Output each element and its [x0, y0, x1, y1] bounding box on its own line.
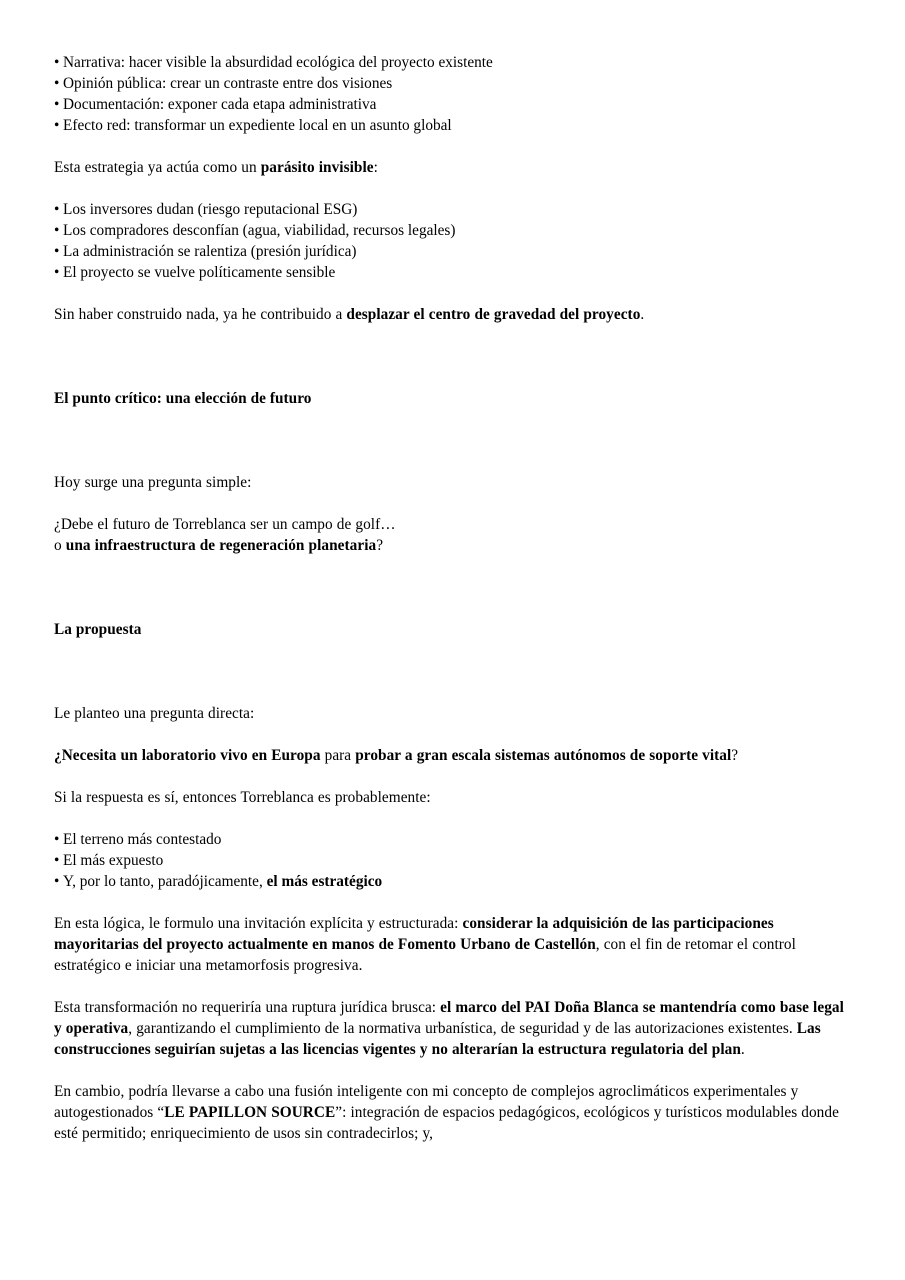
text-run: En esta lógica, le formulo una invitación explícita y estructurada:: [54, 915, 463, 932]
list-item: [54, 241, 854, 262]
heading-spacer-above: [54, 556, 854, 619]
invitation-paragraph: [54, 913, 854, 976]
paragraph-spacer: [54, 178, 854, 199]
golf-or-regeneration-paragraph: [54, 514, 854, 556]
living-lab-question-paragraph: [54, 745, 854, 766]
bullet-icon: •: [54, 831, 60, 848]
heading-the-proposal: La propuesta: [54, 621, 142, 638]
bold-run: Las construcciones seguirían sujetas a las licencias vigentes y no alterarían la estructura regulatoria del plan: [54, 1020, 821, 1058]
papillon-source-paragraph: [54, 1081, 854, 1144]
text-run: El más expuesto: [63, 852, 164, 869]
text-run: ?: [376, 537, 384, 554]
bold-run: parásito invisible: [260, 159, 374, 176]
direct-question-intro-paragraph: [54, 703, 854, 724]
text-run: Le planteo una pregunta directa:: [54, 705, 255, 722]
bullet-icon: •: [54, 852, 60, 869]
bold-run: una infraestructura de regeneración planetaria: [65, 537, 377, 554]
text-run: Esta estrategia ya actúa como un: [54, 159, 261, 176]
legal-framework-paragraph: [54, 997, 854, 1060]
text-run: ?: [731, 747, 739, 764]
list-item: [54, 871, 854, 892]
simple-question-paragraph: [54, 472, 854, 493]
bold-run: el más estratégico: [266, 873, 383, 890]
bullet-icon: •: [54, 96, 60, 113]
paragraph-spacer: [54, 283, 854, 304]
if-yes-paragraph: [54, 787, 854, 808]
bold-run: el marco del PAI Doña Blanca se mantendría como base legal y operativa: [54, 999, 844, 1037]
bullet-icon: •: [54, 243, 60, 260]
bold-run: ¿Necesita un laboratorio vivo en Europa: [54, 747, 321, 764]
bold-run: desplazar el centro de gravedad del proyecto: [346, 306, 641, 323]
bullet-icon: •: [54, 201, 60, 218]
bold-run: considerar la adquisición de las participaciones mayoritarias del proyecto actualmente en manos de Fomento Urbano de Castellón: [54, 915, 774, 953]
list-item-label: [63, 873, 382, 890]
list-item-label: [63, 831, 221, 848]
list-item: [54, 199, 854, 220]
list-item: [54, 220, 854, 241]
paragraph-spacer: [54, 1060, 854, 1081]
list-item: [54, 850, 854, 871]
text-run: , con el fin de retomar el control estratégico e iniciar una metamorfosis progresiva.: [54, 936, 796, 974]
text-run: Esta transformación no requeriría una ruptura jurídica brusca:: [54, 999, 441, 1016]
paragraph-spacer: [54, 976, 854, 997]
text-run: Y, por lo tanto, paradójicamente,: [63, 873, 267, 890]
gravity-paragraph: [54, 304, 854, 325]
text-run: o: [54, 537, 66, 554]
list-item-label: [63, 852, 163, 869]
text-run: .: [740, 1041, 745, 1058]
text-run: ¿Debe el futuro de Torreblanca ser un campo de golf…: [54, 516, 396, 533]
text-run: El terreno más contestado: [63, 831, 222, 848]
text-run: .: [640, 306, 645, 323]
heading-critical-point: El punto crítico: una elección de futuro: [54, 390, 312, 407]
paragraph-spacer: [54, 808, 854, 829]
list-item-label: Narrativa: hacer visible la absurdidad ecológica del proyecto existente: [63, 54, 493, 71]
paragraph-spacer: [54, 892, 854, 913]
list-item-label: La administración se ralentiza (presión jurídica): [63, 243, 357, 260]
list-item: [54, 829, 854, 850]
bold-run: LE PAPILLON SOURCE: [164, 1104, 336, 1121]
text-run: Hoy surge una pregunta simple:: [54, 474, 252, 491]
list-item: [54, 73, 854, 94]
heading-spacer-below: [54, 409, 854, 472]
bullet-icon: •: [54, 264, 60, 281]
list-item-label: Los compradores desconfían (agua, viabilidad, recursos legales): [63, 222, 456, 239]
list-item-label: Opinión pública: crear un contraste entre dos visiones: [63, 75, 393, 92]
list-item: [54, 262, 854, 283]
heading-spacer-below: [54, 640, 854, 703]
list-item: [54, 94, 854, 115]
text-run: :: [373, 159, 378, 176]
list-item-label: Documentación: exponer cada etapa administrativa: [63, 96, 377, 113]
bullet-icon: •: [54, 222, 60, 239]
paragraph-spacer: [54, 493, 854, 514]
list-item: [54, 52, 854, 73]
paragraph-spacer: [54, 724, 854, 745]
parasite-paragraph: [54, 157, 854, 178]
list-item-label: Efecto red: transformar un expediente local en un asunto global: [63, 117, 452, 134]
text-run: En cambio, podría llevarse a cabo una fusión inteligente con mi concepto de complejos agroclimáticos experimentales y autogestionados “: [54, 1083, 799, 1121]
text-run: para: [320, 747, 356, 764]
document-body: [54, 52, 854, 1144]
bold-run: probar a gran escala sistemas autónomos de soporte vital: [355, 747, 732, 764]
paragraph-spacer: [54, 136, 854, 157]
bullet-icon: •: [54, 54, 60, 71]
bullet-icon: •: [54, 75, 60, 92]
strategy-bullet-list: [54, 52, 854, 136]
paragraph-spacer: [54, 766, 854, 787]
bullet-icon: •: [54, 117, 60, 134]
text-run: ”: integración de espacios pedagógicos, ecológicos y turísticos modulables donde esté permitido; enriquecimiento de usos sin contradecirlos; y,: [54, 1104, 839, 1142]
effects-bullet-list: [54, 199, 854, 283]
text-run: Sin haber construido nada, ya he contribuido a: [54, 306, 347, 323]
text-run: , garantizando el cumplimiento de la normativa urbanística, de seguridad y de las autorizaciones existentes.: [128, 1020, 797, 1037]
list-item: [54, 115, 854, 136]
terrain-bullet-list: [54, 829, 854, 892]
text-run: Si la respuesta es sí, entonces Torreblanca es probablemente:: [54, 789, 431, 806]
heading-spacer-above: [54, 325, 854, 388]
list-item-label: Los inversores dudan (riesgo reputacional ESG): [63, 201, 358, 218]
list-item-label: El proyecto se vuelve políticamente sensible: [63, 264, 336, 281]
bullet-icon: •: [54, 873, 60, 890]
